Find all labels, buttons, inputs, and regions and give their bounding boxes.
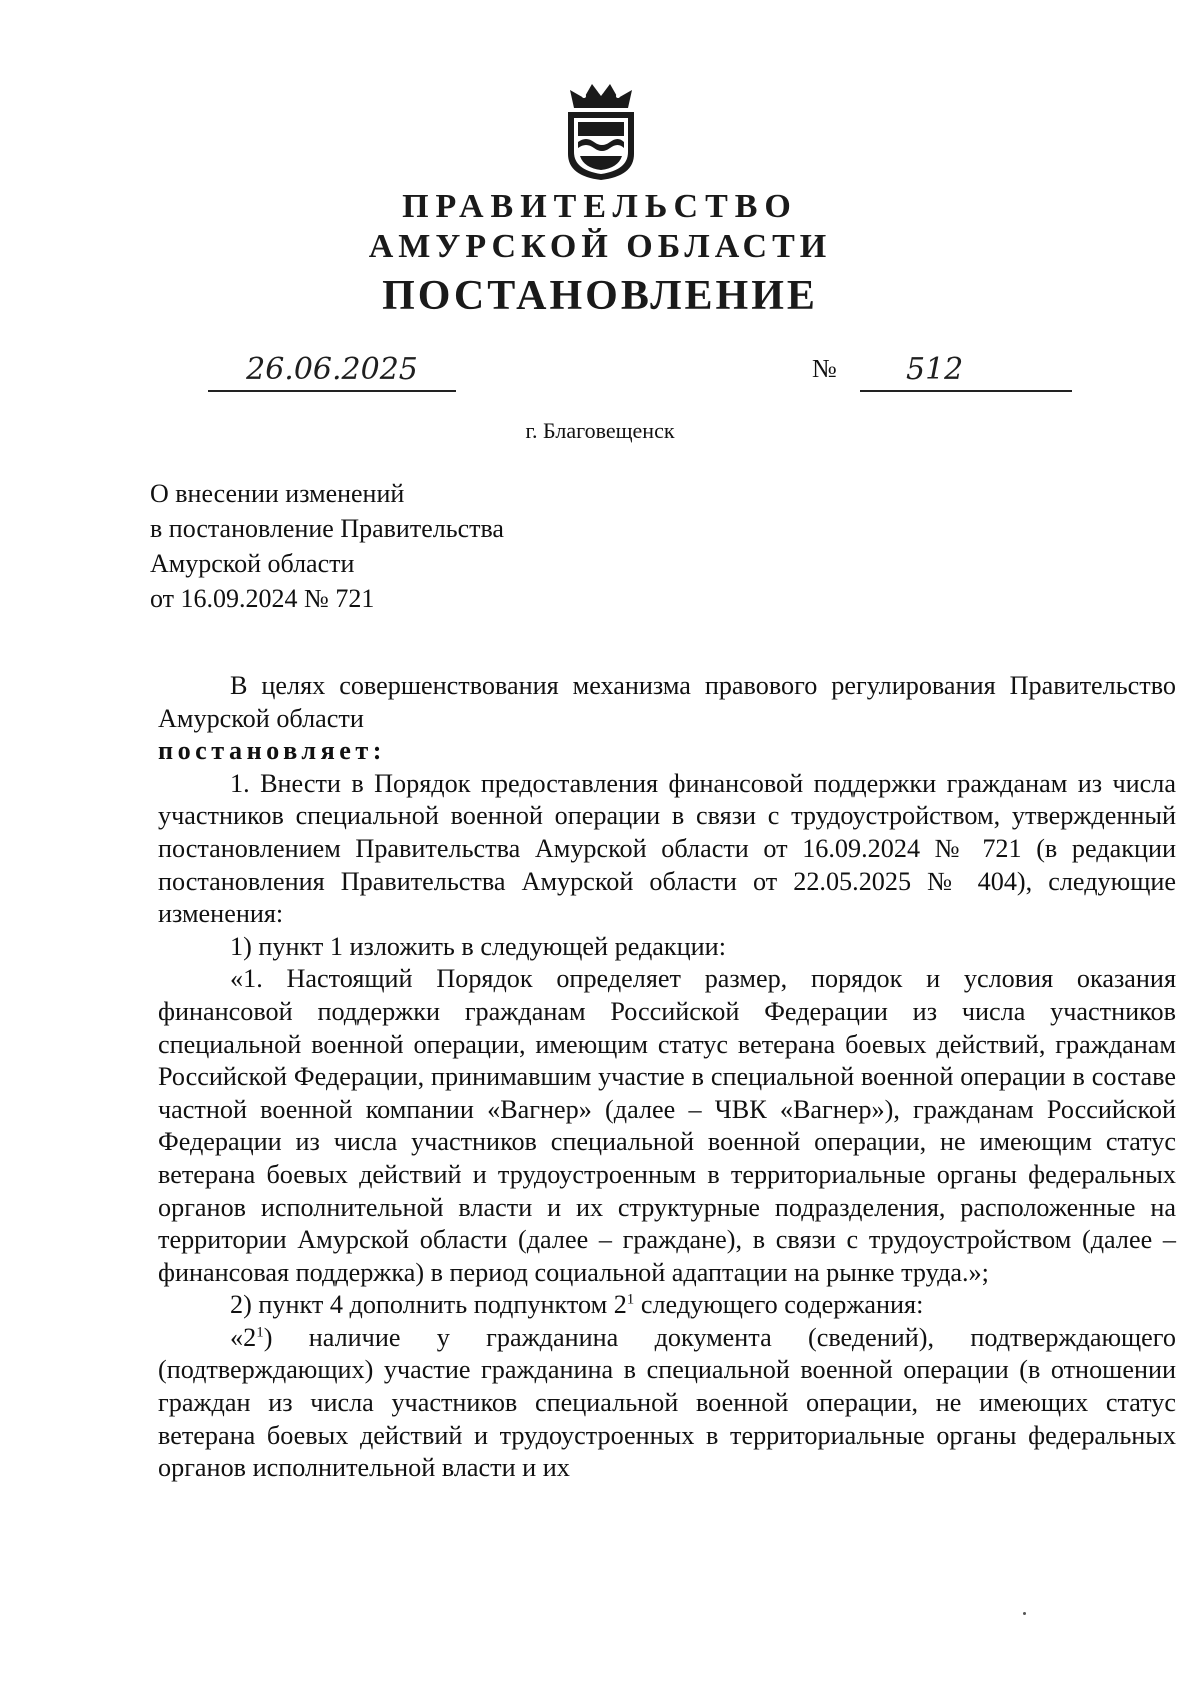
subject-line: Амурской области (150, 549, 355, 578)
document-body (158, 670, 1176, 1485)
subject-line: от 16.09.2024 № 721 (150, 584, 375, 613)
decree-word: постановляет: (158, 736, 386, 766)
org-name-line2: АМУРСКОЙ ОБЛАСТИ (368, 228, 832, 265)
coat-of-arms-icon (560, 82, 642, 182)
item-1: 1. Внести в Порядок предоставления финансовой поддержки гражданам из числа участников специальной военной операции в связи с трудоустройством, утвержденный постановлением Правительства Амурской области от 16.09.2024 № 721 (в редакции постановления Правительства Амурской области от 22.05.2025 № 404), следующие изменения: (158, 768, 1176, 929)
superscript: 1 (626, 1291, 635, 1308)
quote-2-text: ) наличие у гражданина документа (сведений), подтверждающего (подтверждающих) участие гражданина в специальной военной операции (в отношении граждан из числа участников специальной военной операции, не имеющих статус ветерана боевых действий и трудоустроенных в территориальные органы федеральных органов исполнительной власти и их (158, 1322, 1176, 1483)
city: г. Благовещенск (525, 418, 675, 443)
org-name-line1: ПРАВИТЕЛЬСТВО (402, 188, 798, 225)
quote-2 (158, 1322, 1176, 1485)
document-date: 26.06.2025 (208, 350, 456, 392)
quote-1: «1. Настоящий Порядок определяет размер, порядок и условия оказания финансовой поддержки гражданам Российской Федерации из числа участников специальной военной операции, имеющим статус ветерана боевых действий, гражданам Российской Федерации, принимавшим участие в специальной военной операции в составе частной военной компании «Вагнер» (далее – ЧВК «Вагнер»), гражданам Российской Федерации из числа участников специальной военной операции, не имеющим статус ветерана боевых действий и трудоустроенным в территориальные органы федеральных органов исполнительной власти и их структурные подразделения, расположенные на территории Амурской области (далее – граждане), в связи с трудоустройством (далее – финансовая поддержка) в период социальной адаптации на рынке труда.»; (158, 964, 1176, 1287)
subitem-2 (158, 1289, 1176, 1322)
number-label: № (812, 354, 837, 383)
document-number: 512 (860, 350, 1072, 392)
subject-block (150, 476, 504, 616)
subject-line: О внесении изменений (150, 479, 405, 508)
subitem-2-text-end: следующего содержания: (634, 1290, 924, 1320)
scan-speck (1023, 1612, 1026, 1615)
preamble: В целях совершенствования механизма правового регулирования Правительство Амурской области (158, 671, 1176, 733)
superscript: 1 (256, 1324, 264, 1341)
document-type: ПОСТАНОВЛЕНИЕ (382, 273, 818, 319)
subject-line: в постановление Правительства (150, 514, 504, 543)
subitem-1: 1) пункт 1 изложить в следующей редакции: (230, 931, 726, 961)
quote-2-open: «2 (230, 1322, 257, 1352)
subitem-2-text: 2) пункт 4 дополнить подпунктом 2 (230, 1290, 627, 1320)
